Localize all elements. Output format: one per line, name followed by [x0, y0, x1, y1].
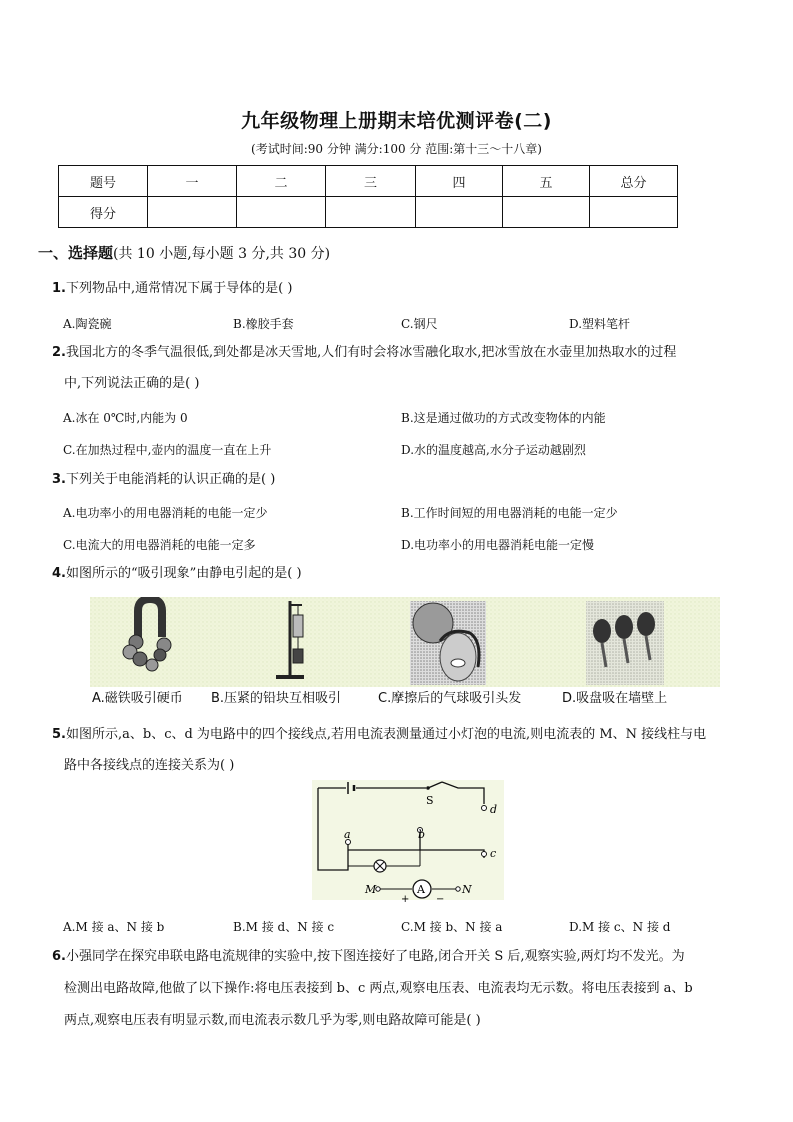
question-number: 3.: [52, 472, 66, 487]
q3-option-a[interactable]: A.电功率小的用电器消耗的电能一定少: [63, 506, 268, 520]
question-2-stem-cont: 中,下列说法正确的是( ): [64, 376, 200, 391]
question-text: 下列关于电能消耗的认识正确的是( ): [65, 472, 276, 487]
score-table-score-row: [59, 197, 678, 228]
q2-option-a[interactable]: A.冰在 0℃时,内能为 0: [63, 411, 188, 425]
header-cell: 三: [326, 166, 416, 197]
q4-caption-a[interactable]: A.磁铁吸引硬币: [92, 691, 183, 706]
section-heading: [38, 242, 330, 263]
question-6-stem-cont: 检测出电路故障,他做了以下操作:将电压表接到 b、c 两点,观察电压表、电流表均无示数。将电压表接到 a、b: [64, 981, 693, 996]
switch-label: S: [426, 794, 434, 807]
q4-caption-b[interactable]: B.压紧的铅块互相吸引: [211, 691, 342, 706]
question-5-stem: [52, 728, 752, 741]
question-number: 6.: [52, 949, 66, 964]
minus-sign: −: [436, 894, 445, 903]
question-text: 小强同学在探究串联电路电流规律的实验中,按下图连接好了电路,闭合开关 S 后,观察实验,两灯均不发光。为: [65, 949, 685, 964]
header-cell: 题号: [59, 166, 148, 197]
row-label: 得分: [59, 197, 148, 228]
question-4-stem: [52, 567, 752, 580]
q1-option-b[interactable]: B.橡胶手套: [233, 317, 294, 331]
circuit-background: [312, 780, 504, 900]
question-text: 如图所示的“吸引现象”由静电引起的是( ): [65, 566, 302, 581]
score-cell[interactable]: [326, 197, 416, 228]
header-cell: 二: [237, 166, 326, 197]
header-cell: 一: [148, 166, 237, 197]
score-cell[interactable]: [148, 197, 237, 228]
label-a: a: [344, 828, 351, 841]
question-3-stem: [52, 473, 752, 486]
q2-option-d[interactable]: D.水的温度越高,水分子运动越剧烈: [401, 443, 586, 457]
q1-option-c[interactable]: C.钢尺: [401, 317, 438, 331]
terminal-c: [482, 852, 487, 857]
question-text: 下列物品中,通常情况下属于导体的是( ): [65, 281, 293, 296]
label-m: M: [365, 883, 377, 896]
label-c: c: [490, 847, 497, 860]
q1-option-a[interactable]: A.陶瓷碗: [63, 317, 112, 331]
question-2-stem: [52, 346, 752, 359]
question-6-stem-cont: 两点,观察电压表有明显示数,而电流表示数几乎为零,则电路故障可能是( ): [64, 1013, 481, 1028]
question-number: 2.: [52, 345, 66, 360]
q3-option-c[interactable]: C.电流大的用电器消耗的电能一定多: [63, 538, 256, 552]
question-text: 我国北方的冬季气温很低,到处都是冰天雪地,人们有时会将冰雪融化取水,把冰雪放在水壶里加热取水的过程: [65, 345, 677, 360]
q5-option-a[interactable]: A.M 接 a、N 接 b: [63, 920, 165, 934]
plus-sign: +: [401, 894, 410, 903]
q2-option-b[interactable]: B.这是通过做功的方式改变物体的内能: [401, 411, 606, 425]
score-table: [58, 165, 678, 228]
score-cell[interactable]: [503, 197, 590, 228]
question-text: 如图所示,a、b、c、d 为电路中的四个接线点,若用电流表测量通过小灯泡的电流,则电流表的 M、N 接线柱与电: [65, 727, 707, 742]
q5-option-c[interactable]: C.M 接 b、N 接 a: [401, 920, 503, 934]
label-b: b: [418, 828, 426, 841]
ammeter-label: A: [417, 883, 425, 896]
suction-cups-image: [586, 601, 664, 685]
header-cell: 总分: [590, 166, 678, 197]
q2-option-c[interactable]: C.在加热过程中,壶内的温度一直在上升: [63, 443, 272, 457]
q4-caption-d[interactable]: D.吸盘吸在墙壁上: [562, 691, 668, 706]
question-5-stem-cont: 路中各接线点的连接关系为( ): [64, 758, 235, 773]
section-note: (共 10 小题,每小题 3 分,共 30 分): [113, 246, 331, 262]
question-6-stem: [52, 950, 752, 963]
q5-option-b[interactable]: B.M 接 d、N 接 c: [233, 920, 335, 934]
question-1-stem: [52, 282, 752, 295]
label-n: N: [462, 883, 472, 896]
header-cell: 四: [416, 166, 503, 197]
q1-option-d[interactable]: D.塑料笔杆: [569, 317, 631, 331]
section-title: 一、选择题: [38, 244, 114, 262]
score-cell[interactable]: [590, 197, 678, 228]
label-d: d: [490, 803, 498, 816]
exam-info: (考试时间:90 分钟 满分:100 分 范围:第十三～十八章): [251, 142, 542, 156]
q3-option-d[interactable]: D.电功率小的用电器消耗电能一定慢: [401, 538, 595, 552]
question-number: 5.: [52, 727, 66, 742]
terminal-d: [482, 806, 487, 811]
question-number: 1.: [52, 281, 66, 296]
score-table-header-row: [59, 166, 678, 197]
score-cell[interactable]: [237, 197, 326, 228]
header-cell: 五: [503, 166, 590, 197]
question-number: 4.: [52, 566, 66, 581]
balloon-hair-image: [410, 601, 486, 685]
q3-option-b[interactable]: B.工作时间短的用电器消耗的电能一定少: [401, 506, 618, 520]
q5-circuit-diagram: [308, 778, 508, 903]
q5-option-d[interactable]: D.M 接 c、N 接 d: [569, 920, 671, 934]
page-title: 九年级物理上册期末培优测评卷(二): [241, 110, 552, 132]
score-cell[interactable]: [416, 197, 503, 228]
q4-caption-c[interactable]: C.摩擦后的气球吸引头发: [378, 691, 522, 706]
